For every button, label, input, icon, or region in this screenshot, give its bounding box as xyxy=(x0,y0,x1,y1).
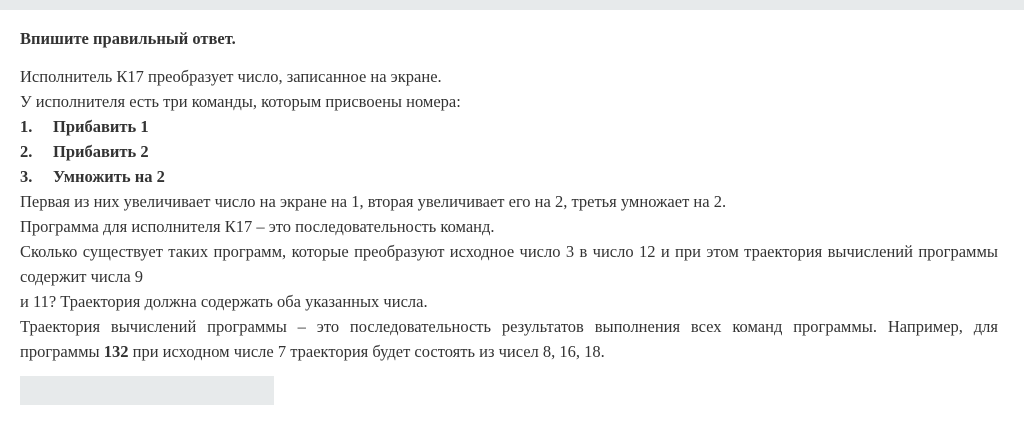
task-paragraph: Программа для исполнителя К17 – это последовательность команд. xyxy=(20,217,495,236)
task-paragraph: Первая из них увеличивает число на экране на 1, вторая увеличивает его на 2, третья умножает на 2. xyxy=(20,192,727,211)
command-item xyxy=(20,114,998,139)
task-paragraph: Исполнитель К17 преобразует число, записанное на экране. xyxy=(20,67,442,86)
command-number: 3. xyxy=(20,167,33,186)
command-label: Прибавить 2 xyxy=(53,142,149,161)
task-paragraph: и 11? Траектория должна содержать оба указанных числа. xyxy=(20,292,428,311)
answer-input[interactable] xyxy=(20,376,274,405)
command-item xyxy=(20,164,998,189)
command-number: 1. xyxy=(20,117,33,136)
task-content xyxy=(20,26,998,364)
definition-text: при исходном числе 7 траектория будет состоять из чисел 8, 16, 18. xyxy=(128,342,605,361)
task-question: Сколько существует таких программ, которые преобразуют исходное число 3 в число 12 и при этом траектория вычислений программы содержит числа 9 xyxy=(20,242,998,286)
command-label: Прибавить 1 xyxy=(53,117,149,136)
definition-text: Траектория вычислений программы – это последовательность результатов выполнения всех команд программы. Например, для программы xyxy=(20,317,998,361)
task-definition xyxy=(20,314,998,364)
command-item xyxy=(20,139,998,164)
task-instruction: Впишите правильный ответ. xyxy=(20,29,236,48)
command-number: 2. xyxy=(20,142,33,161)
example-program: 132 xyxy=(103,342,129,361)
task-paragraph: У исполнителя есть три команды, которым присвоены номера: xyxy=(20,92,461,111)
command-label: Умножить на 2 xyxy=(53,167,165,186)
top-bar xyxy=(0,0,1024,10)
